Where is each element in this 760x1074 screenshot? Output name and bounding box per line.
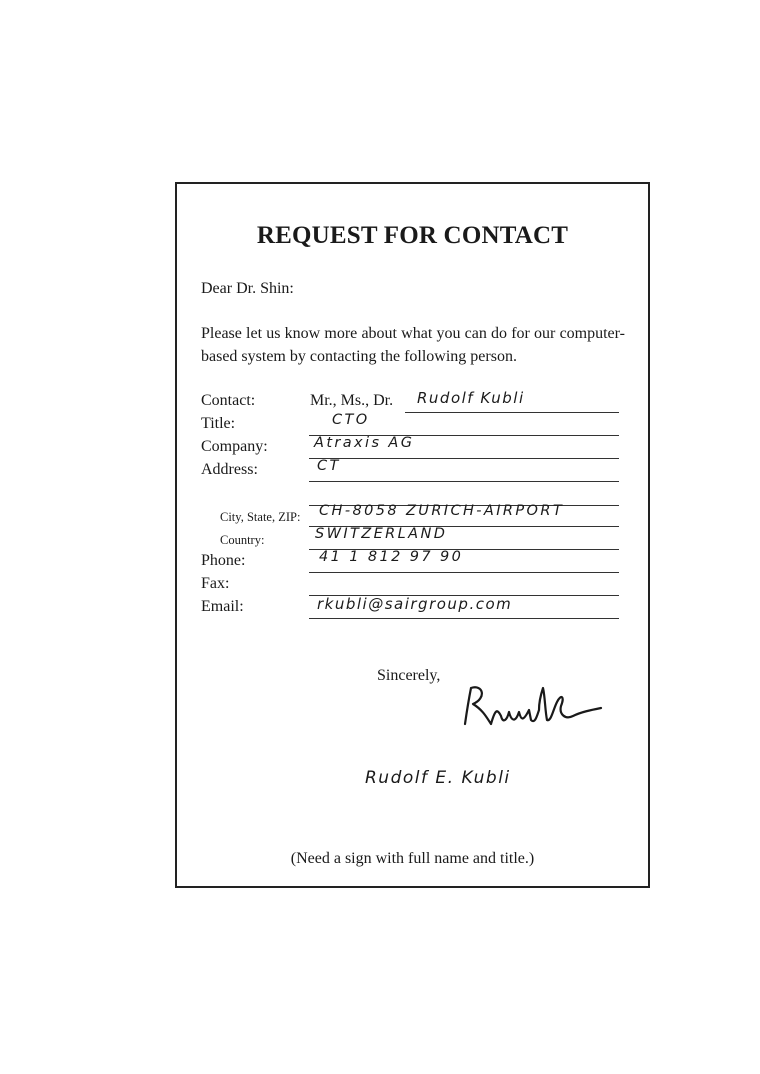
company-label: Company: <box>201 438 268 455</box>
address-line <box>309 481 619 482</box>
city-value: CH-8058 ZURICH-AIRPORT <box>319 503 565 519</box>
title-label: Title: <box>201 415 236 432</box>
signature-image <box>461 680 621 736</box>
signed-name: Rudolf E. Kubli <box>365 768 511 788</box>
title-value: CTO <box>332 412 370 428</box>
contact-label: Contact: <box>201 392 256 409</box>
signature-note: (Need a sign with full name and title.) <box>290 850 535 867</box>
country-value: SWITZERLAND <box>315 526 448 542</box>
request-form <box>175 182 650 888</box>
contact-value: Rudolf Kubli <box>417 389 525 407</box>
email-label: Email: <box>201 598 244 615</box>
fax-label: Fax: <box>201 575 230 592</box>
company-line <box>309 458 619 459</box>
city-row <box>177 503 648 528</box>
phone-row <box>177 549 648 574</box>
company-row <box>177 435 648 460</box>
contact-line <box>405 412 619 413</box>
country-row <box>177 526 648 551</box>
address-label: Address: <box>201 461 258 478</box>
country-label: Country: <box>220 533 265 547</box>
phone-line <box>309 572 619 573</box>
closing: Sincerely, <box>377 667 441 684</box>
address-row <box>177 458 648 483</box>
address-value: CT <box>317 458 341 474</box>
title-row <box>177 412 648 437</box>
fax-row <box>177 575 648 597</box>
phone-value: 41 1 812 97 90 <box>319 549 464 565</box>
company-value: Atraxis AG <box>314 435 415 451</box>
email-row <box>177 595 648 620</box>
contact-prefix: Mr., Ms., Dr. <box>310 392 394 409</box>
city-label: City, State, ZIP: <box>220 510 301 524</box>
email-line <box>309 618 619 619</box>
salutation: Dear Dr. Shin: <box>201 280 294 297</box>
email-value: rkubli@sairgroup.com <box>317 595 513 613</box>
contact-row <box>177 389 648 414</box>
intro-paragraph: Please let us know more about what you can do for our computer-based system by contacting the following person. <box>201 325 625 365</box>
phone-label: Phone: <box>201 552 246 569</box>
form-title: REQUEST FOR CONTACT <box>256 222 569 249</box>
